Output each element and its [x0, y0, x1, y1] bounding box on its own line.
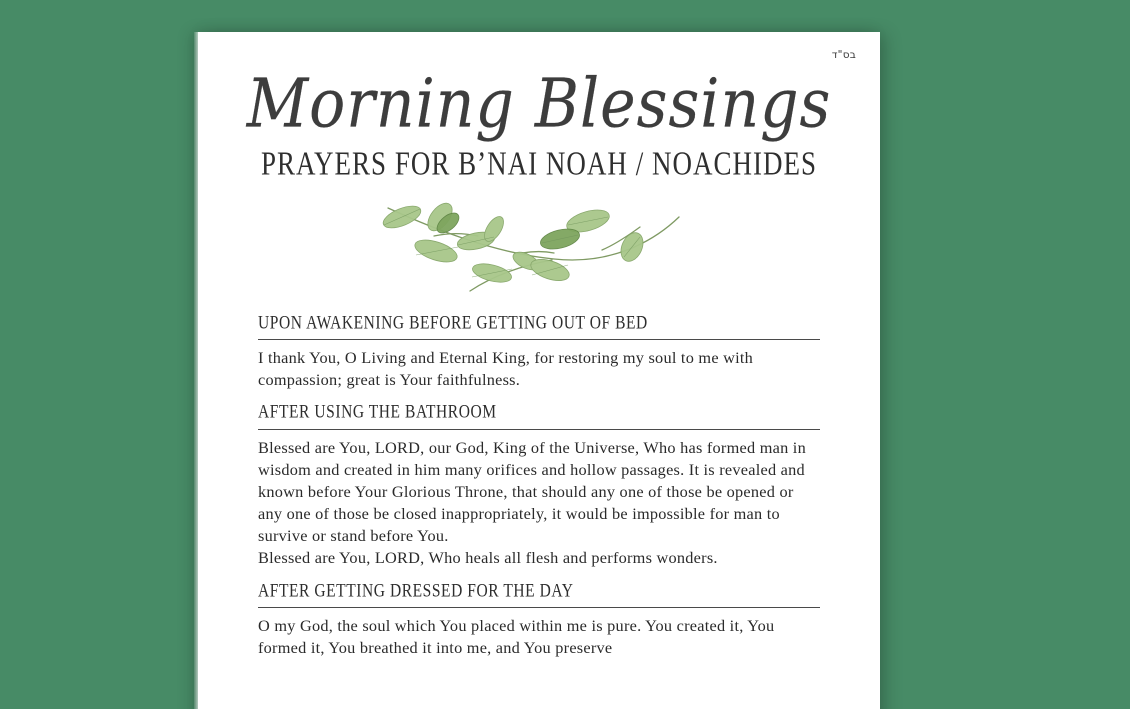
section-paragraph: O my God, the soul which You placed within me is pure. You created it, You formed it, You breathed it into me, and You preserve [258, 615, 775, 657]
section-upon-awakening [258, 311, 820, 391]
title-block [198, 32, 880, 183]
section-paragraph: I thank You, O Living and Eternal King, for restoring my soul to me with compassion; great is Your faithfulness. [258, 348, 754, 390]
page-title: Morning Blessings [246, 64, 832, 144]
section-divider [258, 339, 820, 340]
leafy-branch-icon [374, 195, 704, 300]
section-paragraph: Blessed are You, LORD, Who heals all flesh and performs wonders. [258, 548, 718, 568]
section-heading: AFTER USING THE BATHROOM [258, 401, 497, 423]
document-page [198, 32, 880, 709]
page-subtitle: PRAYERS FOR B’NAI NOAH / NOACHIDES [260, 145, 818, 183]
section-divider [258, 429, 820, 430]
section-paragraph: Blessed are You, LORD, our God, King of the Universe, Who has formed man in wisdom and created in him many orifices and hollow passages. It is revealed and known before Your Glorious Throne, that should any one of those be opened or any one of those be closed inappropriately, it would be impossible for man to survive or stand before You. [258, 437, 806, 546]
section-heading: AFTER GETTING DRESSED FOR THE DAY [258, 579, 574, 601]
section-after-bathroom [258, 401, 820, 569]
hebrew-besiyata-dishmaya-mark: בס"ד [831, 49, 856, 61]
prayer-sections [258, 311, 820, 659]
section-after-dressed [258, 579, 820, 659]
section-heading: UPON AWAKENING BEFORE GETTING OUT OF BED [258, 311, 648, 334]
